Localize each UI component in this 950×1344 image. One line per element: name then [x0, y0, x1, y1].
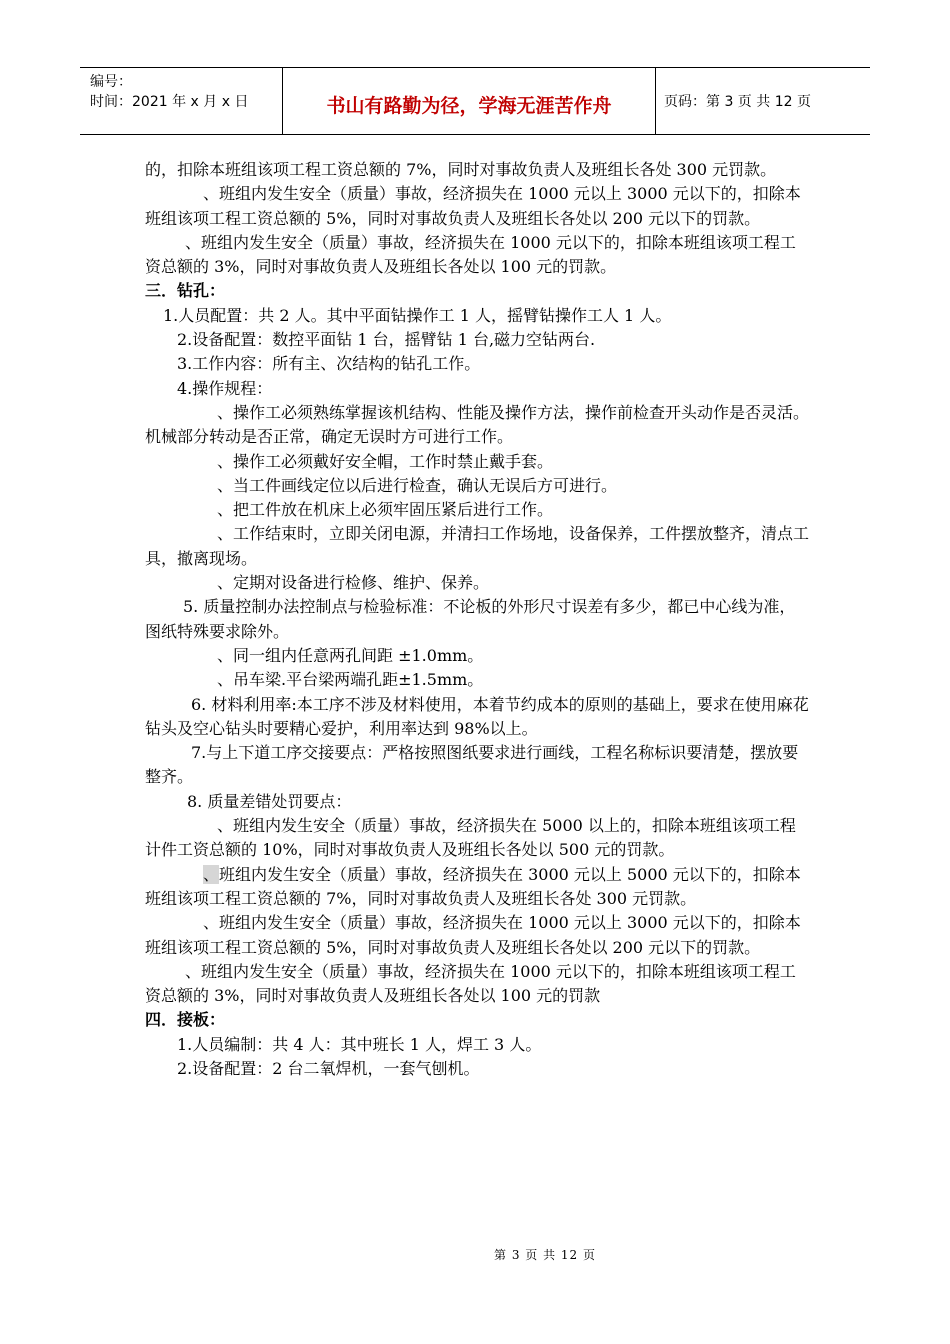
body-paragraph: 4.操作规程： [177, 378, 273, 398]
body-paragraph: 、操作工必须熟练掌握该机结构、性能及操作方法，操作前检查开头动作是否灵活。机械部分转动是否正常，确定无误时方可进行工作。 [145, 402, 810, 447]
page-header [80, 67, 870, 135]
body-paragraph: 2.设备配置：数控平面钻 1 台，摇臂钻 1 台,磁力空钻两台. [177, 330, 596, 350]
body-paragraph: 、同一组内任意两孔间距 ±1.0mm。 [217, 645, 484, 665]
body-paragraph: 8. 质量差错处罚要点： [187, 791, 352, 811]
body-paragraph: 2.设备配置：2 台二氧焊机，一套气刨机。 [177, 1058, 480, 1078]
footer-page-number: 第 3 页 共 12 页 [494, 1248, 596, 1262]
body-paragraph: 、班组内发生安全（质量）事故，经济损失在 5000 以上的，扣除本班组该项工程计件工资总额的 10%，同时对事故负责人及班组长各处以 500 元的罚款。 [145, 816, 796, 860]
document-body [145, 158, 810, 1081]
body-paragraph: 1.人员配置：共 2 人。其中平面钻操作工 1 人，摇臂钻操作工人 1 人。 [163, 305, 672, 325]
body-paragraph: 、操作工必须戴好安全帽，工作时禁止戴手套。 [217, 451, 554, 471]
code-label: 编号： [90, 74, 132, 90]
body-paragraph: 、班组内发生安全（质量）事故，经济损失在 3000 元以上 5000 元以下的，扣除本班组该项工程工资总额的 7%，同时对事故负责人及班组长各处 300 元罚款。 [145, 864, 801, 908]
body-paragraph: 、吊车梁.平台梁两端孔距±1.5mm。 [217, 670, 484, 690]
page-footer [0, 1246, 950, 1263]
body-paragraph: 、工作结束时，立即关闭电源，并清扫工作场地，设备保养，工件摆放整齐，清点工具，撤离现场。 [145, 524, 810, 568]
body-paragraph: 、班组内发生安全（质量）事故，经济损失在 1000 元以下的，扣除本班组该项工程工资总额的 3%，同时对事故负责人及班组长各处以 100 元的罚款。 [145, 232, 796, 277]
body-paragraph: 6. 材料利用率:本工序不涉及材料使用，本着节约成本的原则的基础上，要求在使用麻花钻头及空心钻头时要精心爱护，利用率达到 98%以上。 [145, 694, 809, 738]
body-paragraph: 、把工件放在机床上必须牢固压紧后进行工作。 [217, 500, 554, 520]
body-paragraph: 1.人员编制：共 4 人：其中班长 1 人，焊工 3 人。 [177, 1034, 542, 1054]
body-paragraph: 、班组内发生安全（质量）事故，经济损失在 1000 元以上 3000 元以下的，扣除本班组该项工程工资总额的 5%，同时对事故负责人及班组长各处以 200 元以下的罚款。 [145, 913, 801, 957]
body-paragraph: 、当工件画线定位以后进行检查，确认无误后方可进行。 [217, 475, 618, 495]
body-paragraph: 、班组内发生安全（质量）事故，经济损失在 1000 元以下的，扣除本班组该项工程工资总额的 3%，同时对事故负责人及班组长各处以 100 元的罚款 [145, 961, 796, 1006]
body-paragraph: 、班组内发生安全（质量）事故，经济损失在 1000 元以上 3000 元以下的，扣除本班组该项工程工资总额的 5%，同时对事故负责人及班组长各处以 200 元以下的罚款。 [145, 184, 801, 228]
header-info-cell [80, 68, 283, 134]
body-paragraph: 5. 质量控制办法控制点与检验标准：不论板的外形尺寸误差有多少，都已中心线为准，图纸特殊要求除外。 [145, 597, 796, 641]
highlight-mark: 、 [203, 864, 220, 884]
section-heading: 四．接板： [145, 1010, 226, 1030]
header-motto: 书山有路勤为径，学海无涯苦作舟 [283, 68, 656, 134]
body-paragraph: 3.工作内容：所有主、次结构的钻孔工作。 [177, 354, 481, 374]
body-paragraph: 7.与上下道工序交接要点：严格按照图纸要求进行画线，工程名称标识要清楚，摆放要整齐。 [145, 743, 799, 787]
time-label: 时间：2021 年 x 月 x 日 [90, 94, 249, 110]
section-heading: 三．钻孔： [145, 281, 226, 301]
body-paragraph: 、定期对设备进行检修、维护、保养。 [217, 573, 490, 593]
body-paragraph: 的，扣除本班组该项工程工资总额的 7%，同时对事故负责人及班组长各处 300 元罚款。 [145, 160, 777, 179]
header-page-info: 页码：第 3 页 共 12 页 [664, 94, 811, 110]
